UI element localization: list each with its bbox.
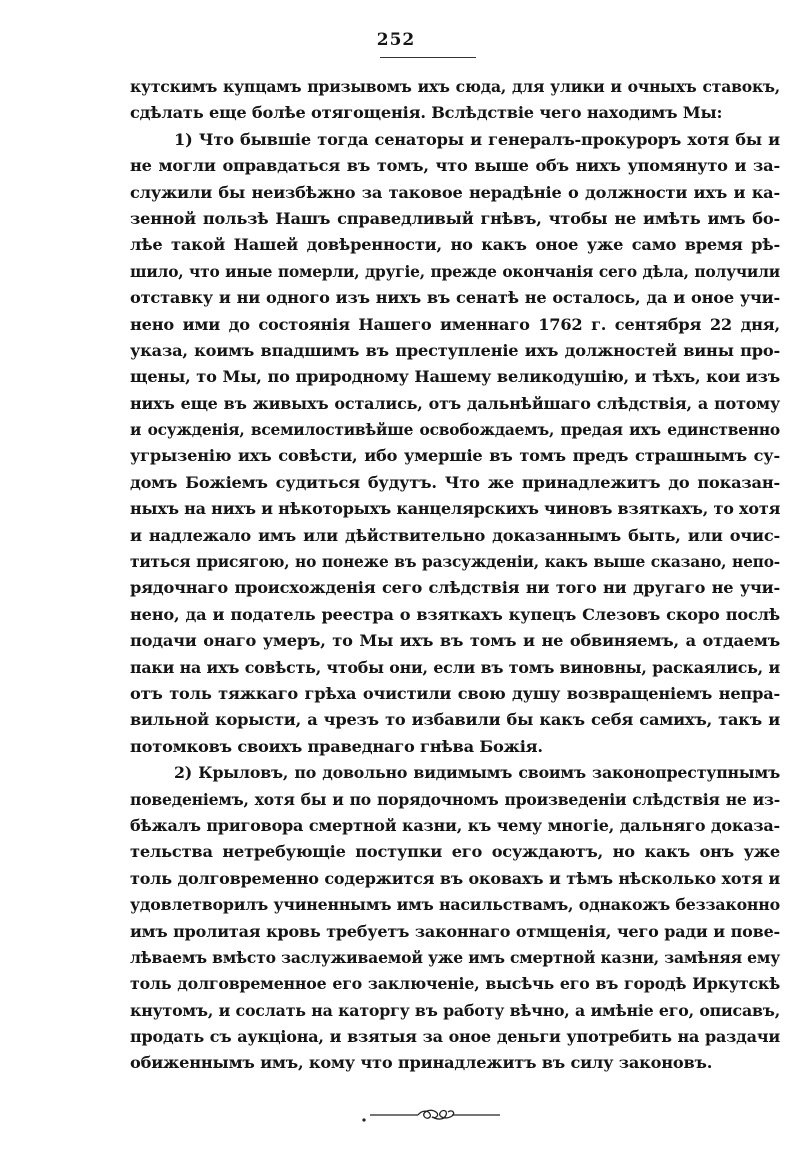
text-line: служили бы неизбѣжно за таковое нерадѣніе о должности ихъ и ка- [130, 182, 780, 202]
text-line: паки на ихъ совѣсть, чтобы они, если въ томъ виновны, раскаялись, и [130, 657, 780, 677]
end-ornament [360, 1104, 510, 1128]
text-line: отставку и ни одного изъ нихъ въ сенатѣ не осталось, да и оное учи- [130, 288, 780, 308]
text-line: титься присягою, но понеже въ разсужденіи, какъ выше сказано, непо- [130, 553, 780, 572]
text-line: нихъ еще въ живыхъ остались, отъ дальнѣйшаго слѣдствія, а потому [130, 393, 780, 413]
text-line: вильной корысти, а чрезъ то избавили бы какъ себя самихъ, такъ и [130, 710, 780, 730]
text-line: кнутомъ, и сослать на каторгу въ работу вѣчно, а имѣніе его, описавъ, [130, 1000, 780, 1020]
text-line: сдѣлать еще болѣе отягощенія. Вслѣдствіе чего находимъ Мы: [130, 103, 723, 123]
text-line: тельства нетребующіе поступки его осуждаютъ, но какъ онъ уже [130, 842, 780, 862]
page-number: 252 [376, 30, 416, 50]
text-line: обиженнымъ имъ, кому что принадлежитъ въ силу законовъ. [130, 1053, 713, 1073]
text-line: не могли оправдаться въ томъ, что выше объ нихъ упомянуто и за- [130, 156, 780, 176]
text-line: домъ Божіемъ судиться будутъ. Что же принадлежитъ до показан- [130, 472, 780, 492]
text-line: нено ими до состоянія Нашего именнаго 1762 г. сентября 22 дня, [130, 314, 780, 334]
text-line: подачи онаго умеръ, то Мы ихъ въ томъ и не обвиняемъ, а отдаемъ [130, 631, 780, 651]
text-line: 1) Что бывшіе тогда сенаторы и генералъ-прокуроръ хотя бы и [174, 129, 780, 149]
text-line: угрызенію ихъ совѣсти, ибо умершіе въ томъ предъ страшнымъ су- [130, 446, 780, 466]
text-line: потомковъ своихъ праведнаго гнѣва Божія. [130, 736, 543, 756]
text-line: рядочнаго происхожденія сего слѣдствія ни того ни другаго не учи- [130, 578, 780, 598]
text-line: бѣжалъ приговора смертной казни, къ чему многіе, дальняго доказа- [130, 815, 780, 835]
page-number-rule [380, 57, 476, 58]
text-line: зенной пользѣ Нашъ справедливый гнѣвъ, чтобы не имѣть имъ бо- [130, 208, 780, 228]
text-line: и надлежало имъ или дѣйствительно доказаннымъ быть, или очис- [130, 525, 780, 545]
text-line: отъ толь тяжкаго грѣха очистили свою душу возвращеніемъ непра- [130, 683, 780, 703]
text-line: щены, то Мы, по природному Нашему великодушію, и тѣхъ, кои изъ [130, 367, 780, 387]
text-line: нено, да и податель реестра о взяткахъ купецъ Слезовъ скоро послѣ [130, 604, 780, 624]
text-line: указа, коимъ впадшимъ въ преступленіе ихъ должностей вины про- [130, 340, 780, 360]
text-line: шило, что иные померли, другіе, прежде окончанія сего дѣла, получили [130, 262, 780, 281]
body-text [130, 74, 780, 1077]
text-line: лѣе такой Нашей довѣренности, но какъ оное уже само время рѣ- [130, 235, 780, 255]
text-line: лѣваемъ вмѣсто заслуживаемой уже имъ смертной казни, замѣняя ему [130, 947, 780, 967]
text-line: кутскимъ купцамъ призывомъ ихъ сюда, для улики и очныхъ ставокъ, [130, 77, 780, 96]
text-line: продать съ аукціона, и взятыя за оное деньги употребить на раздачи [130, 1027, 780, 1047]
text-line: 2) Крыловъ, по довольно видимымъ своимъ законопреступнымъ [174, 763, 780, 783]
text-line: удовлетворилъ учиненнымъ имъ насильствамъ, однакожъ беззаконно [130, 895, 780, 915]
text-line: толь долговременное его заключеніе, высѣчь его въ городѣ Иркутскѣ [130, 974, 780, 994]
text-line: ныхъ на нихъ и нѣкоторыхъ канцелярскихъ чиновъ взяткахъ, то хотя [130, 499, 781, 519]
text-line: имъ пролитая кровь требуетъ законнаго отмщенія, чего ради и пове- [130, 921, 780, 941]
text-line: толь долговременно содержится въ оковахъ и тѣмъ нѣсколько хотя и [130, 868, 780, 888]
text-line: поведеніемъ, хотя бы и по порядочномъ произведеніи слѣдствія не из- [130, 789, 780, 809]
text-line: и осужденія, всемилостивѣйше освобождаемъ, предая ихъ единственно [130, 421, 780, 440]
